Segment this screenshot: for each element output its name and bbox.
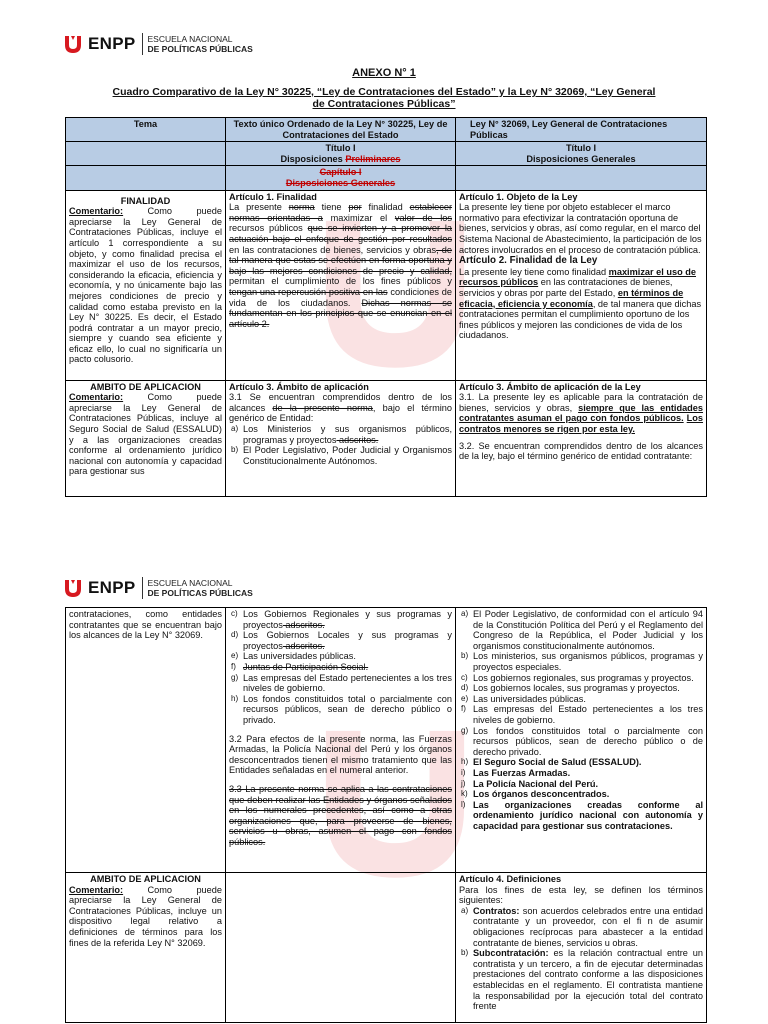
list-letter: c) [461, 672, 468, 682]
list-item-text: Los Gobiernos Locales y sus programas y proyectos [243, 630, 452, 651]
new-art3-cont-cell [456, 608, 707, 873]
def-label-contratos: Contratos: [473, 905, 520, 916]
old-title-cell [226, 142, 456, 166]
old-art3-heading: Artículo 3. Ámbito de aplicación [229, 381, 369, 392]
new-art2-e: , de tal manera que dichas contrataciones permitan el cumplimiento oportuno de los fines públicos y mejoren las condiciones de vida de los ciudadanos. [459, 298, 702, 341]
new-art3-heading: Artículo 3. Ámbito de aplicación de la Ley [459, 381, 641, 392]
old-preliminares-struck: Preliminares [345, 153, 401, 164]
old-art1-m: permitan el cumplimiento de los fines públicos y [229, 276, 452, 287]
title-row [66, 142, 707, 166]
def-text-subcontratacion: es la relación contractual entre un contratista y un tercero, a fin de ejecutar determinadas prestaciones del contrato conforme a las disposiciones establecidas en el reglamento. El contratista mantiene la responsabilidad por la ejecución total del contrato frente [473, 948, 703, 1012]
list-item-text: El Seguro Social de Salud (ESSALUD). [473, 757, 642, 768]
new-art4-cell [456, 873, 707, 1023]
list-item-text: Las universidades públicas. [473, 693, 586, 704]
list-item-text: Las universidades públicas. [243, 651, 356, 662]
list-item-text: Los gobiernos regionales, sus programas y proyectos. [473, 672, 694, 683]
enpp-logo [62, 33, 253, 55]
document-subtitle: Cuadro Comparativo de la Ley N° 30225, “Ley de Contrataciones del Estado” y la Ley N° 32069, “Ley General de Contrataciones Públicas” [112, 86, 656, 110]
list-item [231, 672, 452, 694]
list-item-text: Los fondos constituidos total o parcialmente con recursos públicos, sean de derecho público o privado. [243, 693, 452, 725]
list-letter: e) [231, 651, 239, 661]
list-letter: c) [231, 609, 238, 618]
row-definiciones [66, 873, 707, 1023]
new-art4-list [459, 906, 703, 1012]
col-header-new-law: Ley N° 32069, Ley General de Contrataciones Públicas [456, 118, 707, 142]
list-item [231, 609, 452, 630]
list-item-text: Las empresas del Estado pertenecientes a los tres niveles de gobierno. [243, 672, 452, 694]
brand-name: ENPP [88, 578, 136, 597]
old-art3-32: 3.2 Para efectos de la presente norma, las Fuerzas Armadas, la Policía Nacional del Perú y los órganos desconcentrados tienen el mismo tratamiento que las Entidades señaladas en el numeral anterior. [229, 733, 452, 776]
list-letter: d) [231, 630, 239, 640]
new-chapter-cell [456, 166, 707, 190]
new-art3-p1a: 3.1. La presente ley es aplicable para la contratación de bienes, servicios y obras, [459, 392, 703, 413]
chapter-row-tema [66, 166, 226, 190]
list-item [461, 799, 703, 832]
old-art1-f: establecer normas orientadas a [229, 202, 453, 223]
enpp-logo-page2 [62, 577, 253, 599]
list-item-text: Los Ministerios y sus organismos públicos, programas y proyectos [243, 423, 452, 445]
old-art1-cell [226, 190, 456, 380]
new-art3-cell [456, 380, 707, 496]
org-line1: ESCUELA NACIONAL [147, 578, 233, 588]
old-art3-cell [226, 380, 456, 496]
new-art2-b: maximizar el uso de recursos públicos [459, 266, 696, 288]
new-art1-text: La presente ley tiene por objeto establecer el marco normativo para efectivizar la contratación oportuna de bienes, servicios y obras, así como regular, en el marco del Sistema Nacional de Abastecimiento, la participación de los actores involucrados en el proceso de contratación pública. [459, 202, 702, 255]
list-letter: k) [461, 789, 468, 799]
list-item-text: Los fondos constituidos total o parcialmente con recursos públicos, sean de derecho público o de derecho privado. [473, 725, 703, 757]
old-art1-p: Dichas normas se fundamentan en los principios que se enuncian en el artículo 2. [229, 297, 453, 329]
row-finalidad [66, 190, 707, 380]
comment-label: Comentario: [69, 884, 124, 895]
org-line2: DE POLÍTICAS PÚBLICAS [147, 44, 253, 54]
old-art1-l: , de tal manera que estas se efectúen en forma oportuna y bajo las mejores condiciones de precio y calidad, [229, 244, 453, 276]
list-item [231, 630, 452, 651]
old-art1-o: condiciones de vida de los ciudadanos. [229, 286, 452, 308]
new-art4-intro: Para los fines de esta ley, se definen los términos siguientes: [459, 884, 703, 906]
list-letter: e) [461, 693, 469, 703]
old-art3-cont-cell [226, 608, 456, 873]
comment-label: Comentario: [69, 392, 124, 403]
list-item-text: La Policía Nacional del Perú. [473, 778, 599, 789]
comparison-table-page1 [65, 117, 707, 497]
old-chapter-sub: Disposiciones Generales [285, 177, 396, 188]
list-letter: j) [461, 778, 466, 788]
old-art1-c: tiene [321, 202, 342, 213]
list-letter: h) [461, 757, 469, 767]
old-art1-i: recursos públicos [229, 223, 303, 234]
list-letter: i) [461, 767, 466, 777]
org-line1: ESCUELA NACIONAL [147, 34, 233, 44]
list-letter: b) [461, 651, 469, 661]
new-title-cell [456, 142, 707, 166]
old-art1-d: por [348, 202, 362, 213]
old-chapter-cell [226, 166, 456, 190]
list-item-text: Las Fuerzas Armadas. [473, 767, 571, 778]
list-item [461, 704, 703, 725]
org-name [148, 34, 253, 54]
old-art1-j: que se invierten y a promover la actuación bajo el enfoque de gestión por resultados [229, 223, 452, 244]
table-header-row [66, 118, 707, 142]
new-art1-heading: Artículo 1. Objeto de la Ley [459, 191, 578, 202]
list-letter: l) [461, 799, 466, 809]
new-art3-p2: 3.2. Se encuentran comprendidos dentro de los alcances de la ley, bajo el término genérico de entidad contratante: [459, 440, 703, 462]
tema-title-ambito: AMBITO DE APLICACION [90, 381, 201, 392]
org-name [148, 578, 253, 598]
row-ambito [66, 380, 707, 496]
org-line2: DE POLÍTICAS PÚBLICAS [147, 588, 253, 598]
col-header-old-law: Texto único Ordenado de la Ley N° 30225, Ley de Contrataciones del Estado [226, 118, 456, 142]
old-disposiciones [229, 154, 452, 165]
comment-text: Como puede apreciarse la Ley General de Contrataciones Públicas, incluye al Seguro Social de Salud (ESSALUD) y a las organizaciones creadas conforme al ordenamiento jurídico nacional con autonomía y capacidad para gestionar sus [69, 392, 222, 477]
tema-title-finalidad: FINALIDAD [120, 195, 171, 206]
new-art2-c: en las contrataciones de bienes, servicios y obras por parte del Estado, [459, 277, 673, 298]
list-item-text: El Poder Legislativo, Poder Judicial y Organismos Constitucionalmente Autónomos. [243, 445, 452, 466]
new-art3-p1c: Los contratos menores se rigen por esta ley. [459, 413, 704, 434]
list-item-text: Las empresas del Estado pertenecientes a los tres niveles de gobierno. [473, 704, 703, 725]
list-item-struck: Juntas de Participación Social. [243, 661, 369, 672]
list-item [461, 767, 703, 779]
old-art1-a: La presente [229, 202, 282, 213]
list-letter: d) [461, 683, 469, 693]
new-art1-cell [456, 190, 707, 380]
list-letter: a) [461, 609, 469, 618]
tema-ambito [66, 380, 226, 496]
list-item-text: El Poder Legislativo, de conformidad con el artículo 94 de la Constitución Política del Perú y el Reglamento del Congreso de la República, el Poder Judicial y los organismos constitucionalmente autónomos. [473, 609, 703, 651]
list-item-text: Las organizaciones creadas conforme al ordenamiento jurídico nacional con autonomía y capacidad para gestionar sus contrataciones. [473, 799, 703, 831]
new-art2-heading: Artículo 2. Finalidad de la Ley [459, 255, 598, 267]
new-art4-heading: Artículo 4. Definiciones [459, 874, 562, 884]
tema-ambito-cont: contrataciones, como entidades contratantes que se encuentran bajo los alcances de la Ley N° 32069. [66, 608, 226, 873]
old-art1-b: norma [288, 202, 315, 213]
list-item [231, 693, 452, 726]
enpp-shield-icon [62, 33, 84, 55]
list-item [231, 445, 452, 466]
old-art3-list-cont [229, 609, 452, 726]
list-item [461, 778, 703, 790]
title-row-tema [66, 142, 226, 166]
enpp-shield-icon [62, 577, 84, 599]
logo-divider [142, 33, 143, 55]
list-item-text: Los Gobiernos Regionales y sus programas y proyectos [243, 609, 452, 630]
old-art1-n: tengan una repercusión positiva en las [229, 286, 388, 297]
annex-title: ANEXO N° 1 [352, 67, 416, 79]
list-item-struck: adscritos. [336, 434, 379, 445]
list-letter: h) [231, 693, 239, 703]
new-art2-a: La presente ley tiene como finalidad [459, 266, 607, 277]
old-art3-p1c: , bajo el término genérico de Entidad: [229, 402, 452, 424]
old-chapter: Capítulo I [319, 167, 362, 178]
list-item-struck: adscritos. [282, 640, 325, 651]
list-letter: g) [461, 725, 469, 735]
new-disposiciones: Disposiciones Generales [526, 153, 636, 164]
old-art1-e: finalidad [368, 202, 403, 213]
list-item-text: Los gobiernos locales, sus programas y proyectos. [473, 683, 680, 694]
old-art1-h: valor de los [394, 212, 452, 223]
chapter-row [66, 166, 707, 190]
list-item [231, 661, 452, 673]
list-letter: f) [461, 704, 466, 714]
old-art1-heading: Artículo 1. Finalidad [229, 191, 317, 202]
logo-divider [142, 577, 143, 599]
list-item [461, 672, 703, 684]
comment-text: Como puede apreciarse la Ley General de Contrataciones Públicas, incluye un dispositivo legal relativo a definiciones de términos para los fines de la referida Ley N° 32069. [69, 884, 222, 948]
col-header-tema: Tema [66, 118, 226, 142]
old-art1-g: maximizar el [330, 212, 388, 223]
old-disp-label: Disposiciones [280, 153, 343, 164]
list-item [461, 757, 703, 768]
new-art3-p1b: siempre que las entidades contratantes asuman el pago con fondos públicos. [459, 402, 704, 424]
comparison-table-page2 [65, 607, 707, 1023]
old-art3-33: 3.3 La presente norma se aplica a las contrataciones que deben realizar las Entidades y órganos señalados en los numerales precedentes, así como a otras organizaciones que, para proveerse de bienes, servicios u obras, asumen el pago con fondos públicos. [229, 783, 452, 847]
row-ambito-cont [66, 608, 707, 873]
list-item [461, 725, 703, 758]
new-art3-list [459, 609, 703, 831]
list-item [461, 651, 703, 672]
tema-finalidad [66, 190, 226, 380]
list-item [461, 789, 703, 800]
list-item [231, 651, 452, 662]
list-letter: b) [231, 445, 239, 455]
old-art3-p1a: 3.1 Se encuentran comprendidos dentro de los alcances [229, 392, 452, 413]
def-text-contratos: son acuerdos celebrados entre una entidad contratante y un proveedor, con el fi n de asumir obligaciones recíprocas para abastecer a la entidad contratante de bienes, servicios u obras. [473, 905, 703, 948]
list-letter: g) [231, 672, 239, 682]
def-label-subcontratacion: Subcontratación: [473, 948, 549, 959]
old-art1-k: en las contrataciones de bienes, servicios y obras [229, 244, 437, 255]
list-letter: f) [231, 661, 236, 671]
comment-text: Como puede apreciarse la Ley General de Contrataciones Públicas, incluye el artículo 1 correspondiente a su objeto, y como finalidad precisa el maximizar el uso de los recursos, considerando la eficacia, eficiencia y economía, y no únicamente bajo las mejores condiciones de precio y calidad como estaba previsto en la Ley N° 30225. Es decir, el Estado podrá contratar a un mayor precio, siempre y cuando sea eficiente y eficaz ello, lo cual no significaría un pacto colusorio. [69, 206, 222, 365]
list-item [461, 609, 703, 651]
old-definiciones-cell [226, 873, 456, 1023]
new-title: Título I [565, 143, 597, 154]
brand-name: ENPP [88, 34, 136, 53]
list-item [461, 683, 703, 694]
list-item: b) Subcontratación: es la relación contractual entre un contratista y un tercero, a fin de ejecutar determinadas prestaciones del contrato conforme a las disposiciones establecidas en el reglamento. El contratista mantiene la responsabilidad por la ejecución total del contrato frente [461, 948, 703, 1012]
old-art3-list [229, 424, 452, 466]
list-item-struck: adscritos. [282, 619, 325, 630]
old-title: Título I [325, 143, 356, 154]
old-art3-p1b: de la presente norma [272, 402, 373, 413]
tema-title-definiciones: AMBITO DE APLICACION [90, 874, 201, 884]
list-item-text: Los órganos desconcentrados. [473, 789, 610, 800]
list-item [231, 423, 452, 445]
list-letter: a) [231, 423, 239, 433]
tema-definiciones [66, 873, 226, 1023]
new-art2-d: en términos de eficacia, eficiencia y economía [459, 287, 684, 309]
list-item [461, 693, 703, 705]
list-item: a) Contratos: son acuerdos celebrados entre una entidad contratante y un proveedor, con el fi n de asumir obligaciones recíprocas para abastecer a la entidad contratante de bienes, servicios u obras. [461, 905, 703, 948]
list-item-text: Los ministerios, sus organismos públicos, programas y proyectos especiales. [473, 651, 703, 672]
comment-label: Comentario: [69, 206, 124, 217]
